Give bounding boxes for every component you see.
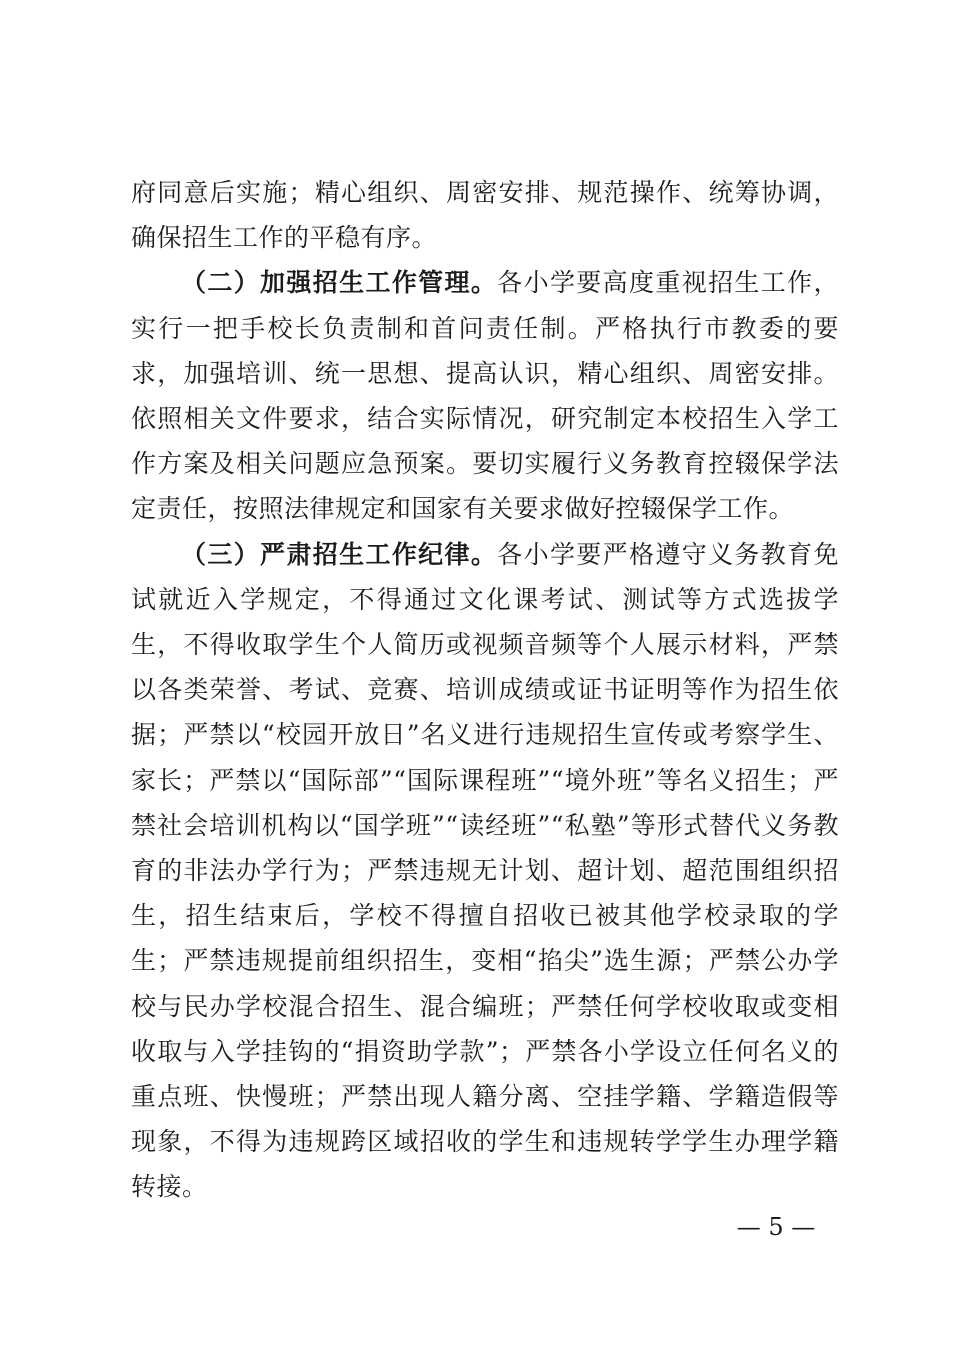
document-body: [131, 170, 839, 1210]
section-heading-discipline: （三）严肃招生工作纪律。: [181, 539, 498, 569]
page-number: — 5 —: [736, 1213, 816, 1241]
paragraph-continuation: [131, 170, 839, 260]
paragraph-text: 各小学要严格遵守义务教育免试就近入学规定，不得通过文化课考试、测试等方式选拔学生，不得收取学生个人简历或视频音频等个人展示材料，严禁以各类荣誉、考试、竞赛、培训成绩或证书证明等作为招生依据；严禁以“校园开放日”名义进行违规招生宣传或考察学生、家长；严禁以“国际部”“国际课程班”“境外班”等名义招生；严禁社会培训机构以“国学班”“读经班”“私塾”等形式替代义务教育的非法办学行为；严禁违规无计划、超计划、超范围组织招生，招生结束后，学校不得擅自招收已被其他学校录取的学生；严禁违规提前组织招生，变相“掐尖”选生源；严禁公办学校与民办学校混合招生、混合编班；严禁任何学校收取或变相收取与入学挂钩的“捐资助学款”；严禁各小学设立任何名义的重点班、快慢班；严禁出现人籍分离、空挂学籍、学籍造假等现象，不得为违规跨区域招收的学生和违规转学学生办理学籍转接。: [131, 539, 839, 1202]
paragraph-management: [131, 260, 839, 531]
paragraph-text: 各小学要高度重视招生工作，实行一把手校长负责制和首问责任制。严格执行市教委的要求，加强培训、统一思想、提高认识，精心组织、周密安排。依照相关文件要求，结合实际情况，研究制定本校招生入学工作方案及相关问题应急预案。要切实履行义务教育控辍保学法定责任，按照法律规定和国家有关要求做好控辍保学工作。: [131, 268, 839, 524]
section-heading-management: （二）加强招生工作管理。: [181, 268, 498, 298]
paragraph-discipline: [131, 532, 839, 1210]
paragraph-text: 府同意后实施；精心组织、周密安排、规范操作、统筹协调，确保招生工作的平稳有序。: [131, 178, 839, 253]
